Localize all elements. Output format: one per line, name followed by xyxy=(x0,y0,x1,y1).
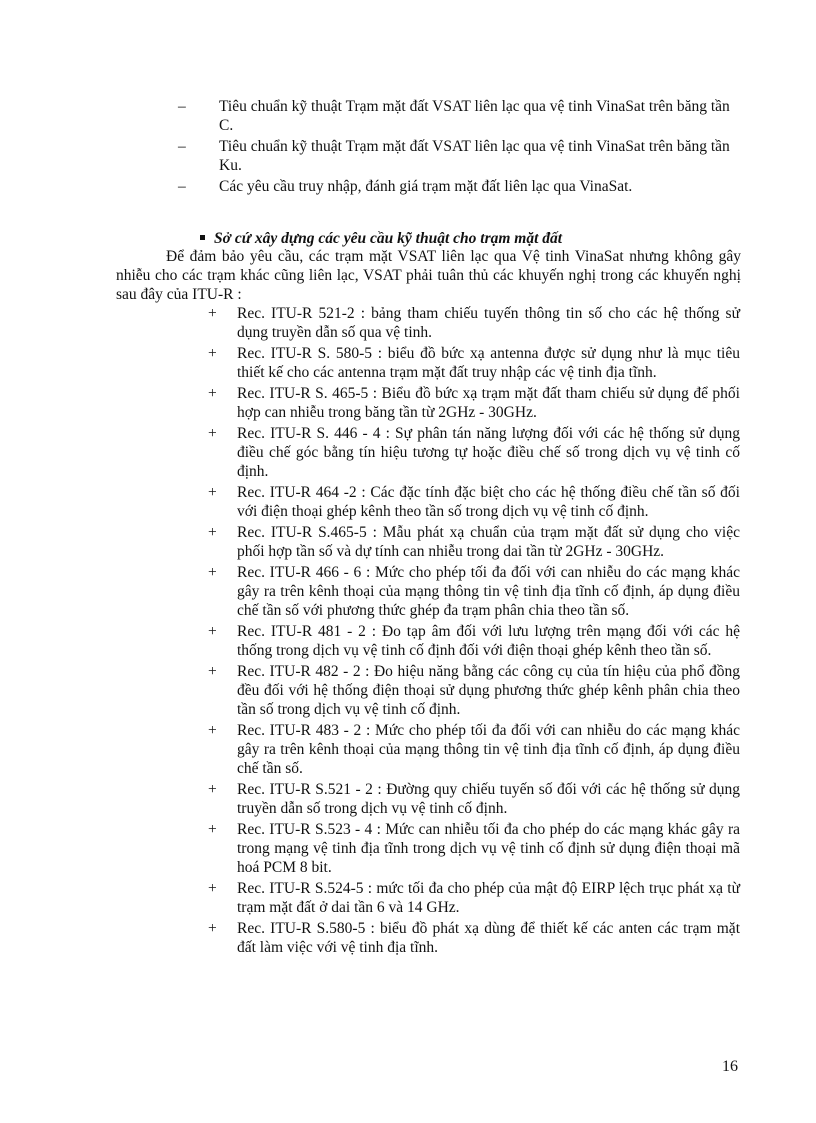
list-item-text: Rec. ITU-R S.523 - 4 : Mức can nhiễu tối đa cho phép do các mạng khác gây ra trong mạng vệ tinh địa tĩnh trong dịch vụ vệ tinh cố định sử dụng điện thoại mã hoá PCM 8 bit. xyxy=(237,821,740,876)
list-item xyxy=(208,662,740,719)
list-item-text: Rec. ITU-R 464 -2 : Các đặc tính đặc biệt cho các hệ thống điều chế tần số đối với điện thoại ghép kênh theo tần số trong dịch vụ vệ tinh cố định. xyxy=(237,484,740,520)
list-item xyxy=(208,384,740,422)
list-item-text: Rec. ITU-R 521-2 : bảng tham chiếu tuyến thông tin số cho các hệ thống sử dụng truyền dẫn số qua vệ tinh. xyxy=(237,305,740,341)
list-item-text: Rec. ITU-R 483 - 2 : Mức cho phép tối đa đối với can nhiễu do các mạng khác gây ra trên kênh thoại của mạng thông tin vệ tinh địa tĩnh cố định, áp dụng điều chế tần số. xyxy=(237,722,740,777)
list-item xyxy=(178,97,738,135)
plus-bullet: + xyxy=(208,524,217,541)
list-item-text: Rec. ITU-R S.580-5 : biểu đồ phát xạ dùng để thiết kế các anten các trạm mặt đất làm việc với vệ tinh địa tĩnh. xyxy=(237,920,740,956)
list-item-text: Tiêu chuẩn kỹ thuật Trạm mặt đất VSAT liên lạc qua vệ tinh VinaSat trên băng tần Ku. xyxy=(219,138,730,174)
dash-bullet: – xyxy=(178,178,186,195)
dash-bullet: – xyxy=(178,138,186,155)
list-item-text: Rec. ITU-R S. 580-5 : biểu đồ bức xạ antenna được sử dụng như là mục tiêu thiết kế cho các antenna trạm mặt đất truy nhập các vệ tinh địa tĩnh. xyxy=(237,345,740,381)
intro-paragraph: Để đảm bảo yêu cầu, các trạm mặt VSAT liên lạc qua Vệ tinh VinaSat nhưng không gây nhiễu cho các trạm khác cũng liên lạc, VSAT phải tuân thủ các khuyến nghị trong các khuyến nghị sau đây của ITU-R : xyxy=(116,248,741,303)
plus-bullet: + xyxy=(208,305,217,322)
list-item-text: Rec. ITU-R S.524-5 : mức tối đa cho phép của mật độ EIRP lệch trục phát xạ từ trạm mặt đất ở dai tần 6 và 14 GHz. xyxy=(237,880,740,916)
list-item-text: Tiêu chuẩn kỹ thuật Trạm mặt đất VSAT liên lạc qua vệ tinh VinaSat trên băng tần C. xyxy=(219,98,730,134)
page-number: 16 xyxy=(722,1058,738,1075)
list-item xyxy=(208,721,740,778)
dash-bullet: – xyxy=(178,98,186,115)
plus-bullet: + xyxy=(208,880,217,897)
list-item xyxy=(208,304,740,342)
list-item-text: Rec. ITU-R 482 - 2 : Đo hiệu năng bằng các công cụ của tín hiệu của phổ đồng đều đối với hệ thống điện thoại sử dụng phương thức ghép kênh phân chia theo tần số trong dịch vụ vệ tinh cố định. xyxy=(237,663,740,718)
list-item xyxy=(208,622,740,660)
plus-bullet: + xyxy=(208,663,217,680)
plus-bullet: + xyxy=(208,345,217,362)
list-item xyxy=(208,563,740,620)
plus-bullet: + xyxy=(208,484,217,501)
plus-bullet: + xyxy=(208,425,217,442)
list-item-text: Rec. ITU-R S. 446 - 4 : Sự phân tán năng lượng đối với các hệ thống sử dụng điều chế góc bằng tín hiệu tương tự hoặc điều chế số trong dịch vụ vệ tinh cố định. xyxy=(237,425,740,480)
recommendation-list xyxy=(208,304,740,959)
list-item-text: Rec. ITU-R S. 465-5 : Biểu đồ bức xạ trạm mặt đất tham chiếu sử dụng để phối hợp can nhiễu trong băng tần từ 2GHz - 30GHz. xyxy=(237,385,740,421)
section-heading-text: Sở cứ xây dựng các yêu cầu kỹ thuật cho trạm mặt đất xyxy=(214,230,563,247)
plus-bullet: + xyxy=(208,564,217,581)
plus-bullet: + xyxy=(208,781,217,798)
plus-bullet: + xyxy=(208,623,217,640)
dash-list xyxy=(178,97,738,198)
list-item xyxy=(208,523,740,561)
list-item xyxy=(208,919,740,957)
list-item xyxy=(208,820,740,877)
section-heading xyxy=(200,229,562,248)
list-item-text: Rec. ITU-R 466 - 6 : Mức cho phép tối đa đối với can nhiễu do các mạng khác gây ra trên kênh thoại của mạng thông tin vệ tinh địa tĩnh cố định, áp dụng điều chế tần số với phương thức ghép đa trạm phân chia theo tần số. xyxy=(237,564,740,619)
list-item xyxy=(208,780,740,818)
list-item xyxy=(178,177,738,196)
square-bullet-icon xyxy=(200,235,205,240)
list-item-text: Rec. ITU-R S.521 - 2 : Đường quy chiếu tuyến số đối với các hệ thống sử dụng truyền dẫn số trong dịch vụ vệ tinh cố định. xyxy=(237,781,740,817)
plus-bullet: + xyxy=(208,722,217,739)
plus-bullet: + xyxy=(208,821,217,838)
plus-bullet: + xyxy=(208,385,217,402)
list-item xyxy=(208,483,740,521)
list-item xyxy=(178,137,738,175)
list-item-text: Các yêu cầu truy nhập, đánh giá trạm mặt đất liên lạc qua VinaSat. xyxy=(219,178,633,195)
list-item-text: Rec. ITU-R 481 - 2 : Đo tạp âm đối với lưu lượng trên mạng đối với các hệ thống trong dịch vụ vệ tinh cố định đối với điện thoại ghép kênh theo tần số. xyxy=(237,623,740,659)
list-item-text: Rec. ITU-R S.465-5 : Mẫu phát xạ chuẩn của trạm mặt đất sử dụng cho việc phối hợp tần số và dự tính can nhiễu trong dai tần từ 2GHz - 30GHz. xyxy=(237,524,740,560)
list-item xyxy=(208,424,740,481)
list-item xyxy=(208,879,740,917)
list-item xyxy=(208,344,740,382)
plus-bullet: + xyxy=(208,920,217,937)
